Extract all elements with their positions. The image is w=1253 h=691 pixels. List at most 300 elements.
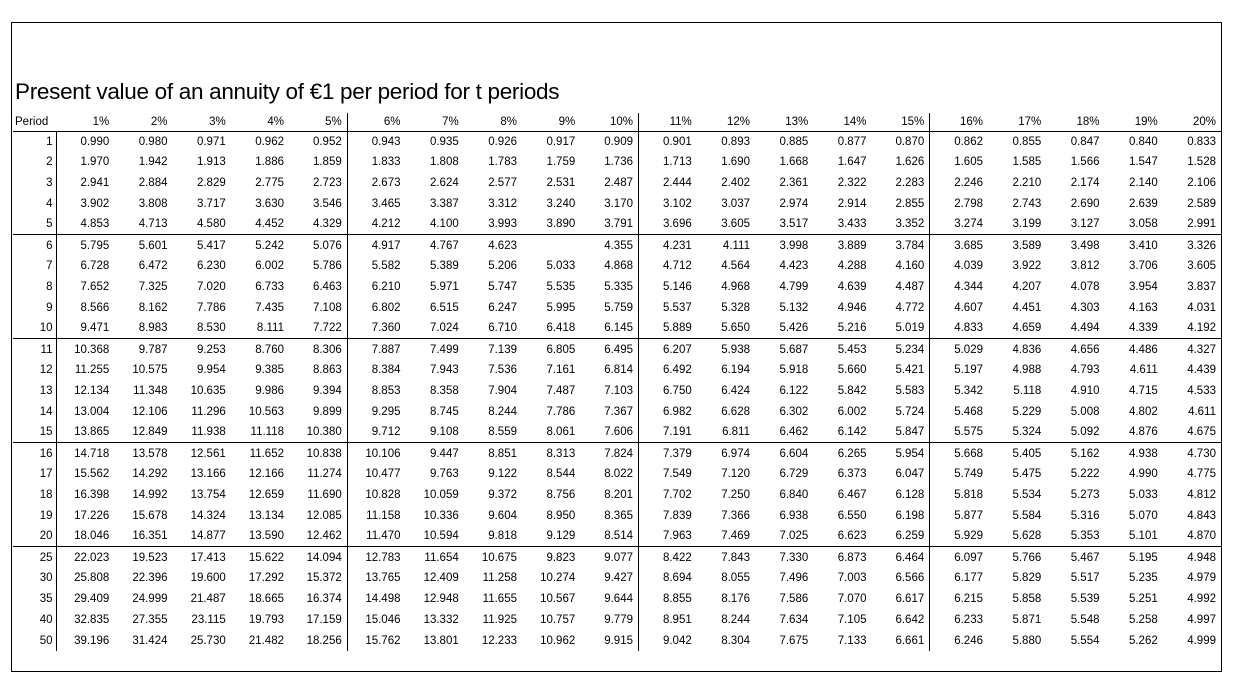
value-cell: 6.418 [546, 322, 576, 335]
value-cell: 5.033 [1128, 488, 1158, 501]
value-cell: 8.384 [371, 364, 401, 377]
value-cell: 7.435 [255, 301, 284, 314]
value-cell: 6.247 [488, 301, 517, 314]
table-row [13, 381, 1221, 402]
value-cell: 2.884 [138, 176, 168, 189]
period-cell: 1 [13, 131, 56, 152]
value-cell: 7.360 [371, 322, 401, 335]
table-row [13, 630, 1221, 651]
value-cell: 8.760 [231, 339, 289, 360]
value-cell: 4.802 [1128, 405, 1158, 418]
value-cell: 10.962 [540, 634, 576, 647]
value-cell: 9.818 [488, 530, 517, 543]
value-cell: 8.244 [488, 405, 517, 418]
value-cell: 7.652 [80, 280, 110, 293]
value-cell: 4.623 [464, 235, 522, 256]
value-cell: 5.995 [546, 301, 576, 314]
table-row [13, 277, 1221, 298]
period-cell: 7 [13, 256, 56, 277]
value-cell: 1.833 [371, 156, 401, 169]
value-cell: 7.024 [429, 322, 459, 335]
value-cell: 5.954 [872, 443, 930, 464]
value-cell: 7.105 [837, 613, 867, 626]
value-cell: 6.982 [662, 405, 692, 418]
value-cell: 6.002 [837, 405, 867, 418]
value-cell: 5.008 [1070, 405, 1100, 418]
rate-header: 4% [231, 113, 289, 131]
rate-header: 20% [1163, 113, 1221, 131]
value-cell: 11.470 [366, 530, 401, 543]
value-cell: 7.469 [721, 530, 750, 543]
value-cell: 2.174 [1070, 176, 1100, 189]
value-cell: 2.855 [872, 193, 930, 214]
value-cell: 2.444 [662, 176, 692, 189]
value-cell: 5.101 [1128, 530, 1158, 543]
value-cell: 18.665 [248, 592, 284, 605]
value-cell: 3.902 [80, 197, 110, 210]
value-cell: 5.842 [837, 384, 867, 397]
value-cell: 5.749 [954, 468, 983, 481]
value-cell: 2.361 [779, 176, 809, 189]
period-cell: 8 [13, 277, 56, 298]
value-cell: 11.690 [289, 485, 347, 506]
value-cell: 11.348 [133, 384, 168, 397]
value-cell: 8.514 [580, 526, 638, 547]
value-cell: 0.901 [662, 135, 692, 148]
value-cell: 4.713 [138, 218, 168, 231]
value-cell: 1.736 [580, 152, 638, 173]
value-cell: 7.549 [662, 468, 692, 481]
value-cell: 3.717 [196, 197, 226, 210]
value-cell: 7.702 [662, 488, 692, 501]
value-cell: 0.870 [872, 131, 930, 152]
value-cell: 9.604 [488, 509, 517, 522]
table-row [13, 422, 1221, 443]
value-cell: 6.661 [872, 630, 930, 651]
value-cell: 15.762 [365, 634, 401, 647]
value-cell: 4.948 [1163, 547, 1221, 568]
value-cell: 8.061 [546, 426, 576, 439]
value-cell: 4.876 [1128, 426, 1158, 439]
value-cell: 18.256 [289, 630, 347, 651]
value-cell: 7.108 [289, 297, 347, 318]
value-cell: 7.586 [779, 592, 809, 605]
value-cell: 12.849 [132, 426, 168, 439]
value-cell: 2.690 [1070, 197, 1100, 210]
value-cell: 2.246 [954, 176, 983, 189]
value-cell: 4.656 [1046, 339, 1104, 360]
value-cell: 5.467 [1046, 547, 1104, 568]
value-cell: 5.316 [1070, 509, 1100, 522]
period-cell: 40 [13, 609, 56, 630]
value-cell: 7.330 [755, 547, 813, 568]
value-cell: 8.358 [429, 384, 459, 397]
value-cell: 1.547 [1128, 156, 1158, 169]
value-cell: 5.517 [1070, 572, 1100, 585]
value-cell: 8.422 [639, 547, 697, 568]
value-cell: 6.210 [371, 280, 401, 293]
value-cell: 15.562 [74, 468, 110, 481]
value-cell: 3.352 [872, 214, 930, 235]
value-cell: 5.929 [954, 530, 983, 543]
value-cell: 5.601 [114, 235, 172, 256]
value-cell: 10.635 [190, 384, 226, 397]
value-cell: 5.938 [697, 339, 755, 360]
rate-header: 17% [988, 113, 1046, 131]
value-cell: 23.115 [191, 613, 226, 626]
value-cell: 9.108 [429, 426, 459, 439]
period-cell: 50 [13, 630, 56, 651]
value-cell: 8.111 [256, 322, 284, 335]
value-cell: 7.325 [138, 280, 168, 293]
value-cell: 15.046 [365, 613, 401, 626]
value-cell: 6.259 [872, 526, 930, 547]
value-cell: 6.230 [196, 260, 226, 273]
value-cell: 7.020 [196, 280, 226, 293]
value-cell: 4.439 [1187, 364, 1216, 377]
value-cell: 19.600 [190, 572, 226, 585]
value-cell: 0.917 [546, 135, 576, 148]
value-cell: 10.477 [365, 468, 401, 481]
value-cell: 13.754 [190, 488, 226, 501]
value-cell: 9.385 [255, 364, 284, 377]
value-cell: 17.292 [248, 572, 284, 585]
value-cell: 2.798 [954, 197, 983, 210]
value-cell: 25.808 [74, 572, 110, 585]
value-cell: 5.258 [1128, 613, 1158, 626]
value-cell: 4.812 [1187, 488, 1216, 501]
value-cell: 21.482 [248, 634, 284, 647]
value-cell: 7.536 [488, 364, 517, 377]
value-cell: 6.215 [954, 592, 983, 605]
value-cell: 14.292 [132, 468, 168, 481]
table-row [13, 235, 1221, 256]
value-cell: 6.642 [872, 609, 930, 630]
rate-header: 14% [813, 113, 871, 131]
value-cell: 4.767 [406, 235, 464, 256]
value-cell: 5.584 [1012, 509, 1042, 522]
value-cell: 39.196 [74, 634, 110, 647]
value-cell: 4.031 [1187, 301, 1216, 314]
value-cell: 4.997 [1187, 613, 1216, 626]
value-cell: 7.963 [662, 530, 692, 543]
value-cell: 6.472 [138, 260, 168, 273]
value-cell: 15.678 [132, 509, 168, 522]
value-cell: 7.120 [721, 468, 750, 481]
value-cell: 21.487 [190, 592, 226, 605]
value-cell: 6.566 [872, 568, 930, 589]
value-cell: 3.546 [289, 193, 347, 214]
value-cell: 15.372 [289, 568, 347, 589]
value-cell: 9.779 [580, 609, 638, 630]
value-cell: 5.537 [662, 301, 692, 314]
value-cell: 16.351 [132, 530, 168, 543]
value-cell: 4.212 [371, 218, 401, 231]
value-cell: 10.368 [56, 339, 114, 360]
value-cell: 25.730 [190, 634, 226, 647]
value-cell: 3.630 [255, 197, 284, 210]
value-cell: 3.954 [1128, 280, 1158, 293]
value-cell: 7.250 [721, 488, 750, 501]
value-cell: 4.868 [580, 256, 638, 277]
value-cell: 5.273 [1070, 488, 1100, 501]
table-row [13, 173, 1221, 194]
value-cell: 12.134 [74, 384, 110, 397]
table-row [13, 339, 1221, 360]
value-cell: 11.654 [406, 547, 464, 568]
value-cell: 12.233 [481, 634, 517, 647]
value-cell: 2.673 [371, 176, 401, 189]
value-cell: 5.724 [872, 401, 930, 422]
value-cell: 8.559 [488, 426, 517, 439]
table-row [13, 193, 1221, 214]
value-cell: 13.765 [365, 572, 401, 585]
value-cell: 14.324 [190, 509, 226, 522]
value-cell: 6.002 [255, 260, 284, 273]
spreadsheet-frame [11, 22, 1222, 672]
value-cell: 9.787 [114, 339, 172, 360]
value-cell: 7.606 [580, 422, 638, 443]
period-cell: 20 [13, 526, 56, 547]
value-cell: 2.991 [1187, 218, 1216, 231]
value-cell: 5.871 [1012, 613, 1042, 626]
period-cell: 14 [13, 401, 56, 422]
value-cell: 3.058 [1128, 218, 1158, 231]
value-cell: 2.624 [429, 176, 459, 189]
value-cell: 6.710 [488, 322, 517, 335]
annuity-table-container [13, 113, 1221, 651]
value-cell: 4.659 [1012, 322, 1042, 335]
value-cell: 7.161 [546, 364, 576, 377]
table-row [13, 547, 1221, 568]
value-cell: 3.784 [872, 235, 930, 256]
value-cell: 8.304 [721, 634, 750, 647]
period-cell: 25 [13, 547, 56, 568]
value-cell: 6.142 [837, 426, 867, 439]
value-cell: 5.076 [289, 235, 347, 256]
value-cell: 7.887 [347, 339, 405, 360]
value-cell: 5.475 [1012, 468, 1042, 481]
rate-header: 8% [464, 113, 522, 131]
value-cell: 7.025 [779, 530, 809, 543]
value-cell: 12.106 [132, 405, 168, 418]
value-cell: 9.471 [80, 322, 110, 335]
value-cell: 6.604 [755, 443, 813, 464]
value-cell: 6.873 [813, 547, 871, 568]
value-cell: 3.685 [930, 235, 988, 256]
value-cell: 11.274 [289, 464, 347, 485]
value-cell: 8.851 [464, 443, 522, 464]
value-cell: 4.494 [1070, 322, 1100, 335]
value-cell: 0.893 [721, 135, 750, 148]
period-cell: 17 [13, 464, 56, 485]
value-cell: 6.729 [779, 468, 809, 481]
value-cell: 7.070 [837, 592, 867, 605]
value-cell: 5.535 [546, 280, 576, 293]
value-cell: 5.162 [1046, 443, 1104, 464]
rate-header: 7% [406, 113, 464, 131]
value-cell: 9.129 [546, 530, 576, 543]
value-cell: 16.374 [289, 589, 347, 610]
value-cell: 5.197 [954, 364, 983, 377]
value-cell: 7.786 [546, 405, 576, 418]
value-cell: 3.326 [1163, 235, 1221, 256]
table-title: Present value of an annuity of €1 per period for t periods [15, 79, 560, 104]
value-cell: 5.759 [580, 297, 638, 318]
value-cell: 5.405 [988, 443, 1046, 464]
value-cell: 29.409 [74, 592, 110, 605]
value-cell: 8.694 [662, 572, 692, 585]
value-cell: 4.772 [872, 297, 930, 318]
value-cell: 3.791 [580, 214, 638, 235]
value-cell: 8.306 [289, 339, 347, 360]
value-cell: 3.037 [721, 197, 750, 210]
value-cell: 13.332 [423, 613, 459, 626]
value-cell: 3.410 [1105, 235, 1163, 256]
value-cell: 9.447 [406, 443, 464, 464]
value-cell: 4.843 [1187, 509, 1216, 522]
table-row [13, 256, 1221, 277]
value-cell: 8.201 [580, 485, 638, 506]
value-cell: 5.818 [954, 488, 983, 501]
rate-header: 1% [56, 113, 114, 131]
value-cell: 2.974 [779, 197, 809, 210]
value-cell: 4.836 [988, 339, 1046, 360]
value-cell: 17.226 [74, 509, 110, 522]
value-cell: 4.423 [779, 260, 809, 273]
value-cell: 3.837 [1187, 280, 1216, 293]
rate-header: 12% [697, 113, 755, 131]
value-cell: 3.993 [488, 218, 517, 231]
value-cell: 5.216 [837, 322, 867, 335]
value-cell: 5.687 [755, 339, 813, 360]
value-cell: 2.283 [872, 173, 930, 194]
value-cell: 6.974 [697, 443, 755, 464]
value-cell: 6.802 [371, 301, 401, 314]
value-cell: 7.379 [639, 443, 697, 464]
table-row [13, 360, 1221, 381]
value-cell: 5.426 [779, 322, 809, 335]
value-cell: 4.344 [954, 280, 983, 293]
value-cell: 6.462 [779, 426, 809, 439]
value-cell: 8.022 [580, 464, 638, 485]
table-row [13, 485, 1221, 506]
value-cell: 6.492 [662, 364, 692, 377]
value-cell: 3.517 [779, 218, 809, 231]
value-cell: 3.706 [1128, 260, 1158, 273]
value-cell: 12.085 [289, 505, 347, 526]
rate-header: 15% [872, 113, 930, 131]
value-cell: 4.675 [1187, 426, 1216, 439]
period-header: Period [13, 113, 56, 131]
value-cell: 0.980 [138, 135, 168, 148]
table-row [13, 464, 1221, 485]
value-cell: 5.092 [1070, 426, 1100, 439]
value-cell: 4.979 [1187, 572, 1216, 585]
value-cell: 3.199 [1012, 218, 1042, 231]
value-cell: 5.880 [1012, 634, 1042, 647]
value-cell: 9.954 [196, 364, 226, 377]
value-cell: 4.946 [837, 301, 867, 314]
value-cell: 11.925 [482, 613, 517, 626]
value-cell: 4.870 [1187, 530, 1216, 543]
value-cell: 4.163 [1128, 301, 1158, 314]
table-row [13, 526, 1221, 547]
value-cell: 6.467 [837, 488, 867, 501]
value-cell: 10.567 [540, 592, 576, 605]
period-cell: 10 [13, 318, 56, 339]
period-cell: 18 [13, 485, 56, 506]
value-cell: 1.942 [138, 156, 168, 169]
value-cell: 9.394 [289, 381, 347, 402]
value-cell: 2.577 [488, 176, 517, 189]
value-cell: 8.544 [546, 468, 576, 481]
value-cell: 7.722 [289, 318, 347, 339]
value-cell: 6.145 [580, 318, 638, 339]
value-cell: 0.952 [289, 131, 347, 152]
value-cell: 18.046 [74, 530, 110, 543]
value-cell: 7.003 [837, 572, 867, 585]
value-cell: 11.655 [482, 592, 517, 605]
value-cell: 4.452 [255, 218, 284, 231]
value-cell: 6.265 [813, 443, 871, 464]
value-cell: 4.231 [639, 235, 697, 256]
value-cell: 6.750 [662, 384, 692, 397]
value-cell: 2.743 [1012, 197, 1042, 210]
table-row [13, 401, 1221, 422]
value-cell: 4.775 [1187, 468, 1216, 481]
period-cell: 13 [13, 381, 56, 402]
value-cell: 2.941 [80, 176, 110, 189]
rate-header: 19% [1105, 113, 1163, 131]
value-cell: 14.718 [56, 443, 114, 464]
rate-header: 10% [580, 113, 638, 131]
value-cell: 3.998 [755, 235, 813, 256]
value-cell: 5.029 [930, 339, 988, 360]
value-cell: 5.335 [580, 277, 638, 298]
value-cell: 4.611 [1188, 405, 1216, 418]
value-cell: 19.523 [114, 547, 172, 568]
value-cell: 3.812 [1070, 260, 1100, 273]
value-cell: 6.424 [721, 384, 750, 397]
value-cell: 32.835 [74, 613, 110, 626]
value-cell: 7.943 [429, 364, 459, 377]
value-cell: 14.498 [365, 592, 401, 605]
value-cell: 6.938 [779, 509, 809, 522]
value-cell: 5.795 [56, 235, 114, 256]
value-cell: 5.417 [173, 235, 231, 256]
value-cell: 5.582 [371, 260, 401, 273]
period-cell: 30 [13, 568, 56, 589]
value-cell: 7.675 [779, 634, 809, 647]
table-row [13, 152, 1221, 173]
value-cell: 6.177 [954, 572, 983, 585]
period-cell: 2 [13, 152, 56, 173]
value-cell: 6.233 [954, 613, 983, 626]
rate-header: 3% [173, 113, 231, 131]
value-cell: 5.195 [1105, 547, 1163, 568]
table-row [13, 609, 1221, 630]
rate-header: 9% [522, 113, 580, 131]
value-cell: 5.118 [1013, 384, 1042, 397]
value-cell: 4.992 [1187, 592, 1216, 605]
value-cell: 3.498 [1046, 235, 1104, 256]
rate-header: 6% [347, 113, 405, 131]
value-cell: 10.575 [132, 364, 168, 377]
value-cell: 4.327 [1163, 339, 1221, 360]
value-cell: 9.122 [488, 468, 517, 481]
value-cell: 5.583 [872, 381, 930, 402]
